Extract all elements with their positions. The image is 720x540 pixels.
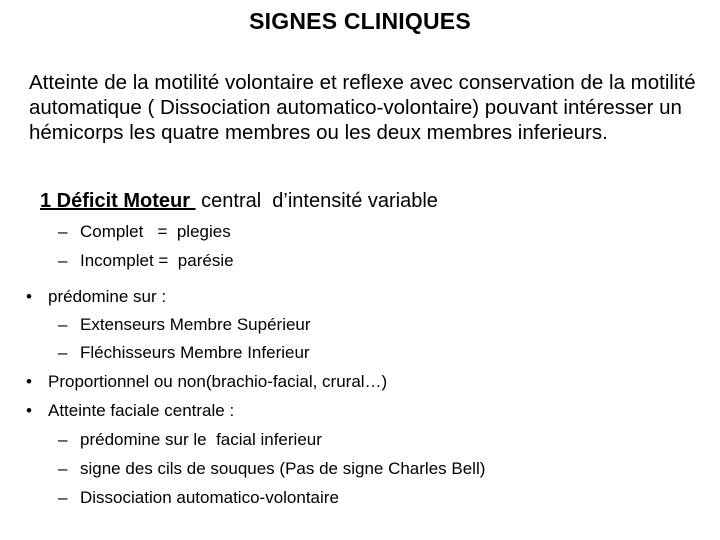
- sub-item: prédomine sur le facial inferieur: [80, 430, 322, 449]
- sub-item: Extenseurs Membre Supérieur: [80, 315, 311, 334]
- list-item: [58, 429, 322, 451]
- dash-glyph: –: [58, 251, 68, 270]
- list-item: [58, 458, 485, 480]
- deficit-item-incomplet: Incomplet = parésie: [80, 251, 234, 270]
- deficit-item-complet: Complet = plegies: [80, 222, 231, 241]
- dash-glyph: –: [58, 222, 68, 241]
- bullet-glyph: •: [26, 372, 32, 391]
- bullet-text: Atteinte faciale centrale :: [48, 401, 235, 420]
- dash-glyph: –: [58, 315, 68, 334]
- list-item: [58, 314, 311, 336]
- intro-paragraph: Atteinte de la motilité volontaire et reflexe avec conservation de la motilité automatique ( Dissociation automatico-volontaire) pouvant intéresser un hémicorps les quatre membres ou les deux membres inferieurs.: [29, 71, 696, 144]
- dash-glyph: –: [58, 343, 68, 362]
- bullet-text: Proportionnel ou non(brachio-facial, crural…): [48, 372, 388, 391]
- sub-item: signe des cils de souques (Pas de signe Charles Bell): [80, 459, 486, 478]
- bullet-text: prédomine sur :: [48, 287, 167, 306]
- deficit-description: central d’intensité variable: [195, 190, 438, 212]
- deficit-line: [40, 188, 438, 214]
- bullet-glyph: •: [26, 287, 32, 306]
- sub-item: Dissociation automatico-volontaire: [80, 488, 339, 507]
- list-item: [58, 250, 234, 272]
- bullet-item: [26, 286, 166, 308]
- dash-glyph: –: [58, 430, 68, 449]
- slide-title: SIGNES CLINIQUES: [249, 8, 471, 34]
- bullet-item: [26, 371, 387, 393]
- list-item: [58, 221, 231, 243]
- list-item: [58, 342, 310, 364]
- bullet-glyph: •: [26, 401, 32, 420]
- bullet-item: [26, 400, 234, 422]
- sub-item: Fléchisseurs Membre Inferieur: [80, 343, 310, 362]
- dash-glyph: –: [58, 459, 68, 478]
- list-item: [58, 487, 339, 509]
- deficit-heading: 1 Déficit Moteur: [40, 190, 196, 212]
- dash-glyph: –: [58, 488, 68, 507]
